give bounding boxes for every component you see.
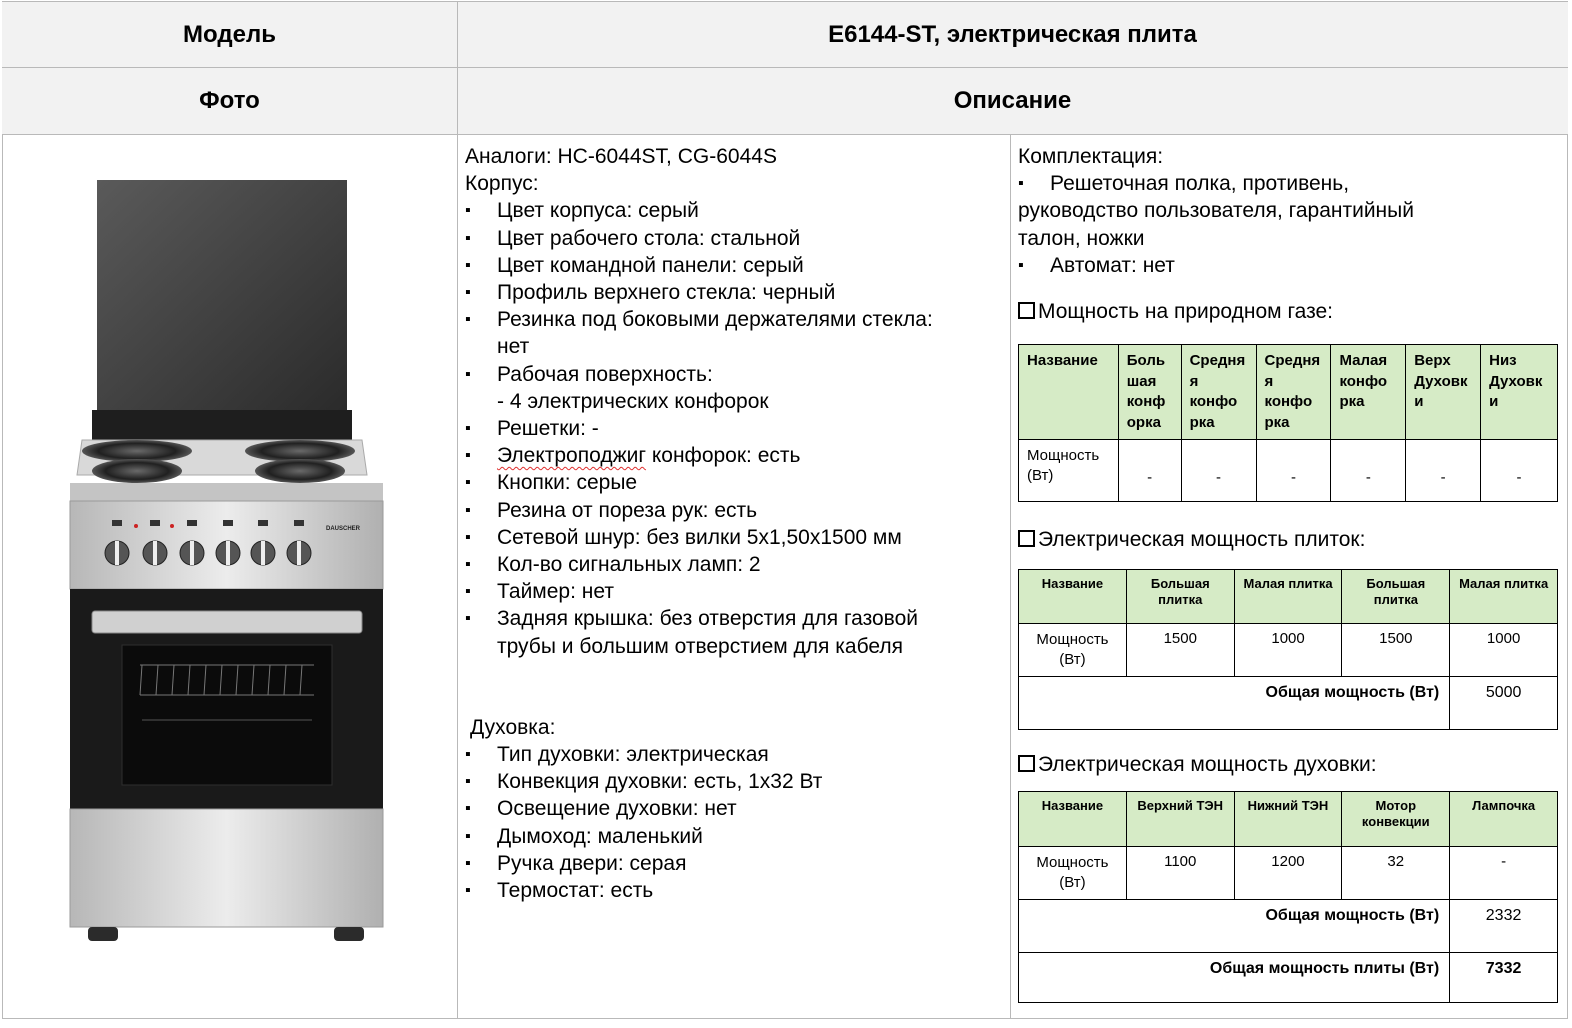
oven-power-table — [1018, 791, 1558, 1003]
glass-lid — [97, 180, 347, 415]
description-label: Описание — [953, 87, 1072, 114]
foot — [88, 927, 118, 941]
list-item: ▪ Кнопки: серые — [465, 469, 1005, 496]
list-item: ▪ Рабочая поверхность: — [465, 361, 1005, 388]
list-item: ▪ Освещение духовки: нет — [465, 795, 1005, 822]
brand-logo: DAUSCHER — [326, 526, 361, 532]
plate-power-title — [1018, 528, 1365, 552]
table-header: Мотор конвекции — [1342, 792, 1450, 847]
burner-icon — [255, 459, 345, 483]
list-item: ▪ Сетевой шнур: без вилки 5х1,50х1500 мм — [465, 524, 1005, 551]
kit-item-continuation: руководство пользователя, гарантийный — [1018, 199, 1414, 223]
row-label: Мощность (Вт) — [1019, 440, 1119, 502]
plate-power-title-text: Электрическая мощность плиток: — [1038, 528, 1366, 551]
list-item: ▪ Термостат: есть — [465, 877, 1005, 904]
hob-front — [70, 483, 383, 501]
total-value: 5000 — [1450, 677, 1558, 730]
list-item: ▪ Дымоход: маленький — [465, 823, 1005, 850]
table-cell: 1100 — [1126, 847, 1234, 900]
table-header-row — [1019, 345, 1558, 440]
table-header: Малая плитка — [1450, 570, 1558, 624]
table-cell: 1500 — [1342, 624, 1450, 677]
table-header: Лампочка — [1450, 792, 1558, 847]
table-header: Верх Духовк и — [1406, 345, 1481, 440]
list-item: ▪ Ручка двери: серая — [465, 850, 1005, 877]
table-grand-total-row — [1019, 953, 1558, 1003]
storage-drawer — [70, 809, 383, 927]
table-header: Низ Духовк и — [1481, 345, 1558, 440]
spacer — [465, 660, 1005, 714]
oven-window — [122, 645, 332, 785]
table-header: Боль шая конф орка — [1118, 345, 1181, 440]
list-item: ▪ Профиль верхнего стекла: черный — [465, 279, 1005, 306]
table-cell: 1500 — [1126, 624, 1234, 677]
list-item-rest: конфорок: есть — [646, 444, 801, 468]
list-item — [465, 442, 1005, 469]
stove-photo — [62, 175, 392, 955]
divider-photo — [457, 1, 458, 1019]
table-header: Большая плитка — [1342, 570, 1450, 624]
table-cell: 1200 — [1234, 847, 1342, 900]
table-row — [1019, 624, 1558, 677]
kit-item-continuation: талон, ножки — [1018, 226, 1145, 250]
total-label: Общая мощность (Вт) — [1019, 677, 1450, 730]
list-item: ▪ Тип духовки: электрическая — [465, 741, 1005, 768]
model-label: Модель — [183, 20, 276, 48]
photo-label: Фото — [199, 87, 260, 114]
checkbox-icon — [1018, 302, 1035, 319]
table-cell: 32 — [1342, 847, 1450, 900]
total-value: 2332 — [1450, 900, 1558, 953]
spellcheck-word: Электроподжиг — [497, 444, 647, 468]
table-header: Нижний ТЭН — [1234, 792, 1342, 847]
burner-icon — [82, 440, 192, 462]
table-cell: 1000 — [1234, 624, 1342, 677]
list-item: ▪ Конвекция духовки: есть, 1х32 Вт — [465, 768, 1005, 795]
list-item: ▪ Резинка под боковыми держателями стекла: — [465, 306, 1005, 333]
list-item: ▪ Таймер: нет — [465, 578, 1005, 605]
table-row — [1019, 440, 1558, 502]
table-header: Малая конфо рка — [1331, 345, 1406, 440]
oven-title: Духовка: — [470, 715, 556, 739]
oven-handle — [92, 611, 362, 633]
table-cell: - — [1256, 440, 1331, 502]
row-label: Мощность (Вт) — [1019, 847, 1127, 900]
table-header-name: Название — [1019, 792, 1127, 847]
foot — [334, 927, 364, 941]
table-header: Средня я конфо рка — [1256, 345, 1331, 440]
table-header-name: Название — [1019, 570, 1127, 624]
oven-power-title-text: Электрическая мощность духовки: — [1038, 753, 1377, 776]
checkbox-icon — [1018, 755, 1035, 772]
lid-hinge — [92, 410, 352, 440]
table-cell: - — [1181, 440, 1256, 502]
model-value: E6144-ST, электрическая плита — [828, 20, 1197, 48]
table-header-name: Название — [1019, 345, 1119, 440]
grand-total-label: Общая мощность плиты (Вт) — [1019, 953, 1450, 1003]
kit-section — [1018, 143, 1558, 279]
oven-power-title — [1018, 753, 1377, 777]
list-item: ▪ Решетки: - — [465, 415, 1005, 442]
burner-icon — [92, 459, 182, 483]
table-header-row — [1019, 792, 1558, 847]
table-total-row — [1019, 900, 1558, 953]
header-row-model — [2, 1, 1568, 68]
list-item-continuation: - 4 электрических конфорок — [497, 389, 769, 413]
table-header-row — [1019, 570, 1558, 624]
kit-item: ▪ Автомат: нет — [1018, 252, 1558, 279]
table-cell: - — [1331, 440, 1406, 502]
header-row-titles — [2, 68, 1568, 135]
gas-power-table — [1018, 344, 1558, 502]
table-row — [1019, 847, 1558, 900]
list-item: ▪ Цвет командной панели: серый — [465, 252, 1005, 279]
list-item: ▪ Резина от пореза рук: есть — [465, 497, 1005, 524]
kit-item: ▪ Решеточная полка, противень, — [1018, 170, 1558, 197]
gas-power-title-text: Мощность на природном газе: — [1038, 300, 1333, 323]
grand-total-value: 7332 — [1450, 953, 1558, 1003]
table-header: Большая плитка — [1126, 570, 1234, 624]
kit-title: Комплектация: — [1018, 145, 1164, 168]
list-item: ▪ Кол-во сигнальных ламп: 2 — [465, 551, 1005, 578]
table-cell: 1000 — [1450, 624, 1558, 677]
table-header: Верхний ТЭН — [1126, 792, 1234, 847]
list-item-continuation: нет — [497, 335, 530, 359]
burner-icon — [245, 440, 355, 462]
gas-power-title — [1018, 300, 1333, 324]
description-column — [465, 143, 1005, 904]
row-label: Мощность (Вт) — [1019, 624, 1127, 677]
list-item: ▪ Цвет корпуса: серый — [465, 197, 1005, 224]
checkbox-icon — [1018, 530, 1035, 547]
list-item: ▪ Задняя крышка: без отверстия для газовой — [465, 605, 1005, 632]
table-header: Средня я конфо рка — [1181, 345, 1256, 440]
table-total-row — [1019, 677, 1558, 730]
table-cell: - — [1118, 440, 1181, 502]
table-cell: - — [1481, 440, 1558, 502]
analogs-text: Аналоги: HC-6044ST, CG-6044S — [465, 145, 777, 168]
total-label: Общая мощность (Вт) — [1019, 900, 1450, 953]
list-item-continuation: трубы и большим отверстием для кабеля — [497, 634, 903, 658]
table-header: Малая плитка — [1234, 570, 1342, 624]
plate-power-table — [1018, 569, 1558, 730]
table-cell: - — [1450, 847, 1558, 900]
body-title: Корпус: — [465, 172, 539, 196]
divider-description — [1010, 135, 1011, 1019]
list-item: ▪ Цвет рабочего стола: стальной — [465, 225, 1005, 252]
table-cell: - — [1406, 440, 1481, 502]
